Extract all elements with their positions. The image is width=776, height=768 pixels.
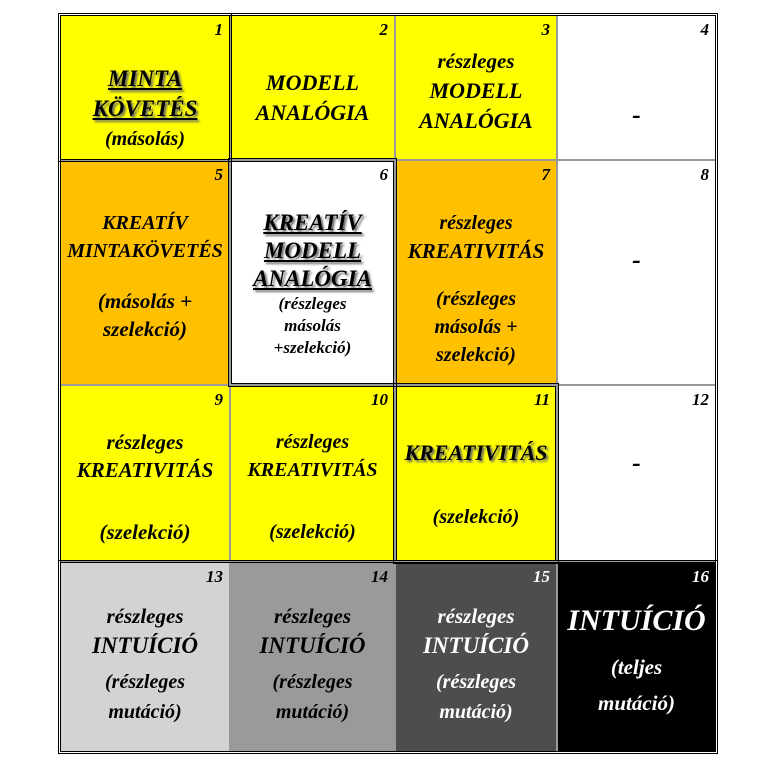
cell-line-kreativitas: KREATIVITÁS xyxy=(407,239,545,263)
cell-text xyxy=(562,100,711,130)
cell-2 xyxy=(230,15,395,160)
cell-line-szelekcio: (szelekció) xyxy=(269,521,356,543)
cell-number: 6 xyxy=(379,165,388,184)
cell-text xyxy=(235,428,390,546)
cell-line-kreativitas: KREATIVITÁS xyxy=(247,459,378,481)
cell-13 xyxy=(60,562,230,752)
cell-3 xyxy=(395,15,557,160)
cell-line-reszleges: részleges xyxy=(439,212,513,234)
cell-line-analogia: ANALÓGIA xyxy=(253,266,372,291)
cell-line-dash: - xyxy=(632,245,641,274)
cell-line-intuicio: INTUÍCIÓ xyxy=(259,633,366,658)
cell-number: 7 xyxy=(541,165,550,184)
cell-text xyxy=(400,438,552,532)
cell-text xyxy=(65,64,225,154)
cell-line-szelekcio: szelekció) xyxy=(103,317,187,341)
cell-7 xyxy=(395,160,557,385)
cell-line-szelekcio: (szelekció) xyxy=(99,520,191,544)
cell-number: 4 xyxy=(700,20,709,39)
cell-line-mutacio: mutáció) xyxy=(275,701,350,723)
cell-number: 2 xyxy=(379,20,388,39)
cell-line-reszleges: részleges xyxy=(106,604,184,628)
cell-number: 12 xyxy=(692,390,709,409)
cell-number: 11 xyxy=(533,390,550,409)
cell-line-modell: MODELL xyxy=(263,238,362,263)
cell-line-masolas: (másolás) xyxy=(105,128,185,150)
cell-number: 9 xyxy=(214,390,223,409)
cell-line-kovetes: KÖVETÉS xyxy=(92,96,198,121)
cell-text xyxy=(235,68,390,128)
cell-line-reszleges: részleges xyxy=(275,431,350,453)
cell-line-kreativ: KREATÍV xyxy=(102,212,188,234)
cell-line-dash: - xyxy=(632,448,641,477)
cell-text xyxy=(400,601,552,727)
cell-number: 1 xyxy=(214,20,223,39)
cell-line-kreativitas: KREATIVITÁS xyxy=(404,440,548,465)
cell-line-reszleges: (részleges xyxy=(278,294,347,313)
cell-line-szelekcio: +szelekció) xyxy=(273,338,352,357)
cell-line-modell: MODELL xyxy=(429,78,523,103)
cell-line-reszleges: részleges xyxy=(437,604,515,628)
cell-line-intuicio: INTUÍCIÓ xyxy=(567,604,706,637)
cell-14 xyxy=(230,562,395,752)
cell-line-reszleges: (részleges xyxy=(436,671,516,693)
cell-line-reszleges: (részleges xyxy=(272,671,353,693)
cell-text xyxy=(562,603,711,721)
cell-text xyxy=(400,209,552,369)
cell-text xyxy=(235,601,390,727)
cell-text xyxy=(562,245,711,275)
cell-16 xyxy=(557,562,716,752)
cell-11 xyxy=(395,385,557,562)
cell-8 xyxy=(557,160,716,385)
cell-line-mintakovetes: MINTAKÖVETÉS xyxy=(67,240,223,262)
cell-line-reszleges: részleges xyxy=(274,604,351,628)
cell-line-dash: - xyxy=(632,100,641,129)
cell-number: 16 xyxy=(692,567,709,586)
cell-number: 8 xyxy=(700,165,709,184)
cell-line-kreativ: KREATÍV xyxy=(263,210,362,235)
cell-number: 3 xyxy=(541,20,550,39)
cell-text xyxy=(65,601,225,727)
cell-line-szelekcio: szelekció) xyxy=(436,344,516,366)
cell-line-intuicio: INTUÍCIÓ xyxy=(91,633,199,658)
cell-text xyxy=(562,448,711,478)
cell-line-mutacio: mutáció) xyxy=(108,701,182,723)
cell-line-mutacio: mutáció) xyxy=(439,701,513,723)
cell-line-masolas: másolás xyxy=(284,316,341,335)
cell-line-teljes: (teljes xyxy=(610,655,663,679)
cell-9 xyxy=(60,385,230,562)
cell-number: 13 xyxy=(206,567,223,586)
cell-line-kreativitas: KREATIVITÁS xyxy=(76,458,214,482)
cell-line-masolas: másolás + xyxy=(434,316,518,338)
cell-number: 15 xyxy=(533,567,550,586)
cell-line-modell: MODELL xyxy=(266,70,359,95)
cell-number: 10 xyxy=(371,390,388,409)
cell-number: 14 xyxy=(371,567,388,586)
cell-line-analogia: ANALÓGIA xyxy=(255,100,370,125)
cell-15 xyxy=(395,562,557,752)
cell-1 xyxy=(60,15,230,160)
cell-line-reszleges: részleges xyxy=(106,430,184,454)
cell-10 xyxy=(230,385,395,562)
cell-line-mutacio: mutáció) xyxy=(598,691,675,715)
cell-12 xyxy=(557,385,716,562)
cell-text xyxy=(400,46,552,136)
cell-line-analogia: ANALÓGIA xyxy=(419,108,533,133)
cell-text xyxy=(65,209,225,343)
cell-line-intuicio: INTUÍCIÓ xyxy=(422,633,530,658)
cell-6 xyxy=(230,160,395,385)
cell-line-minta: MINTA xyxy=(107,66,183,91)
cell-text xyxy=(65,428,225,546)
cell-line-reszleges: (részleges xyxy=(436,288,516,310)
cell-line-szelekcio: (szelekció) xyxy=(432,506,520,528)
cell-line-masolas: (másolás + xyxy=(97,289,193,313)
cell-line-reszleges: részleges xyxy=(437,49,515,73)
cell-4 xyxy=(557,15,716,160)
cell-number: 5 xyxy=(214,165,223,184)
cell-5 xyxy=(60,160,230,385)
cell-text xyxy=(235,209,390,359)
cell-line-reszleges: (részleges xyxy=(105,671,185,693)
